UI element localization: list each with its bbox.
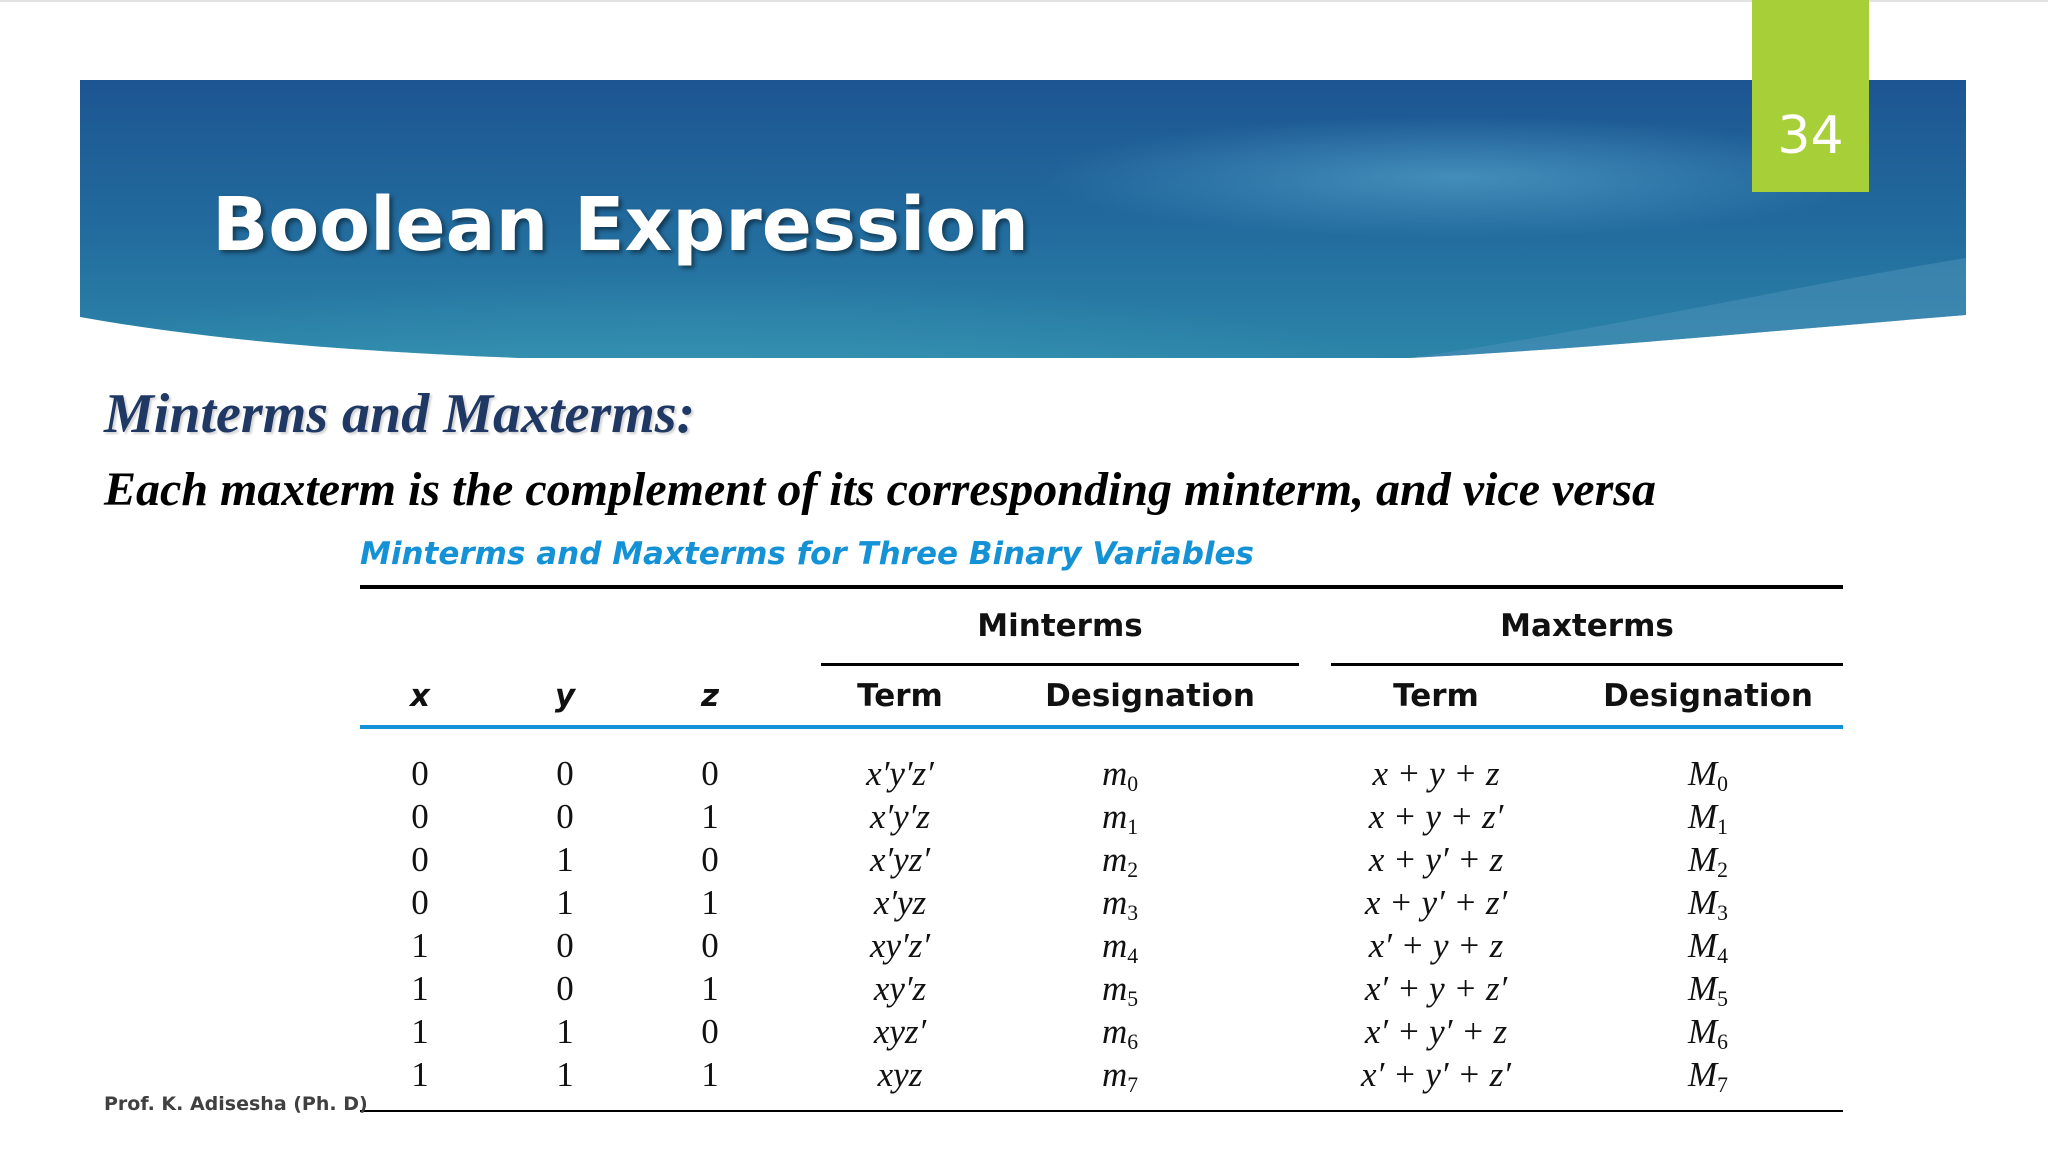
cell-y: 0 [556, 926, 574, 965]
cell-minterm-designation: $m_7$ [1101, 1055, 1139, 1098]
cell-maxterm-designation: $M_0$ [1688, 754, 1728, 797]
cell-minterm-term: xyz′ [873, 1012, 927, 1051]
cell-x: 1 [411, 1012, 429, 1051]
slide-title: Boolean Expression [212, 182, 1029, 268]
cell-maxterm-designation: $M_6$ [1688, 1012, 1728, 1055]
cell-minterm-designation: $m_1$ [1101, 797, 1139, 840]
subheading: Minterms and Maxterms: [104, 383, 696, 445]
cell-minterm-term: x′yz′ [869, 840, 930, 879]
cell-maxterm-term: x′ + y′ + z′ [1361, 1055, 1511, 1094]
table-caption: Minterms and Maxterms for Three Binary Variables [360, 536, 1255, 572]
cell-y: 0 [556, 969, 574, 1008]
cell-minterm-designation: $m_3$ [1101, 883, 1139, 926]
cell-minterm-designation: $m_5$ [1101, 969, 1139, 1012]
cell-x: 1 [411, 926, 429, 965]
cell-z: 1 [701, 797, 719, 836]
cell-x: 1 [411, 1055, 429, 1094]
column-header-x: x [410, 678, 430, 714]
table-bottom-rule [360, 1110, 1843, 1112]
cell-minterm-term: x′y′z′ [866, 754, 934, 793]
cell-minterm-term: xy′z′ [869, 926, 930, 965]
cell-maxterm-designation: $M_4$ [1688, 926, 1728, 969]
cell-z: 0 [701, 1012, 719, 1051]
statement-text: Each maxterm is the complement of its corresponding minterm, and vice versa [104, 463, 1656, 516]
table-top-rule [360, 585, 1843, 589]
cell-maxterm-designation: $M_3$ [1688, 883, 1728, 926]
slide-number: 34 [1777, 106, 1844, 166]
column-header-y: y [554, 678, 576, 714]
cell-y: 1 [556, 840, 574, 879]
cell-maxterm-term: x + y′ + z′ [1364, 883, 1508, 922]
cell-z: 1 [701, 1055, 719, 1094]
cell-minterm-term: x′yz [873, 883, 927, 922]
column-header-maxterm-designation: Designation [1603, 678, 1813, 714]
cell-x: 0 [411, 754, 429, 793]
cell-minterm-designation: $m_2$ [1101, 840, 1139, 883]
cell-y: 1 [556, 1012, 574, 1051]
column-header-minterm-designation: Designation [1045, 678, 1255, 714]
cell-z: 0 [701, 840, 719, 879]
cell-x: 0 [411, 797, 429, 836]
cell-maxterm-term: x + y′ + z [1368, 840, 1504, 879]
cell-maxterm-designation: $M_5$ [1688, 969, 1728, 1012]
cell-z: 1 [701, 969, 719, 1008]
cell-y: 1 [556, 883, 574, 922]
cell-maxterm-designation: $M_7$ [1688, 1055, 1728, 1098]
cell-minterm-term: xyz [877, 1055, 923, 1094]
cell-y: 1 [556, 1055, 574, 1094]
cell-x: 1 [411, 969, 429, 1008]
column-header-maxterm-term: Term [1393, 678, 1479, 714]
column-header-z: z [700, 678, 720, 714]
minterms-group-rule [821, 663, 1299, 666]
column-header-minterm-term: Term [857, 678, 943, 714]
cell-minterm-term: xy′z [873, 969, 927, 1008]
cell-z: 0 [701, 754, 719, 793]
cell-x: 0 [411, 883, 429, 922]
minterms-group-header: Minterms [977, 608, 1143, 644]
cell-minterm-term: x′y′z [869, 797, 930, 836]
cell-minterm-designation: $m_0$ [1101, 754, 1139, 797]
cell-minterm-designation: $m_6$ [1101, 1012, 1139, 1055]
cell-minterm-designation: $m_4$ [1101, 926, 1139, 969]
cell-maxterm-term: x + y + z′ [1368, 797, 1504, 836]
maxterms-group-rule [1331, 663, 1843, 666]
cell-y: 0 [556, 754, 574, 793]
footer-author: Prof. K. Adisesha (Ph. D) [104, 1093, 368, 1115]
cell-x: 0 [411, 840, 429, 879]
cell-y: 0 [556, 797, 574, 836]
cell-maxterm-designation: $M_2$ [1688, 840, 1728, 883]
slide-number-badge [1752, 0, 1869, 192]
cell-z: 0 [701, 926, 719, 965]
cell-maxterm-term: x′ + y + z′ [1364, 969, 1508, 1008]
cell-maxterm-term: x + y + z [1372, 754, 1500, 793]
header-bottom-rule [360, 725, 1843, 729]
top-border-line [0, 0, 2048, 2]
cell-maxterm-designation: $M_1$ [1688, 797, 1728, 840]
cell-maxterm-term: x′ + y + z [1368, 926, 1504, 965]
maxterms-group-header: Maxterms [1500, 608, 1674, 644]
cell-z: 1 [701, 883, 719, 922]
cell-maxterm-term: x′ + y′ + z [1364, 1012, 1508, 1051]
